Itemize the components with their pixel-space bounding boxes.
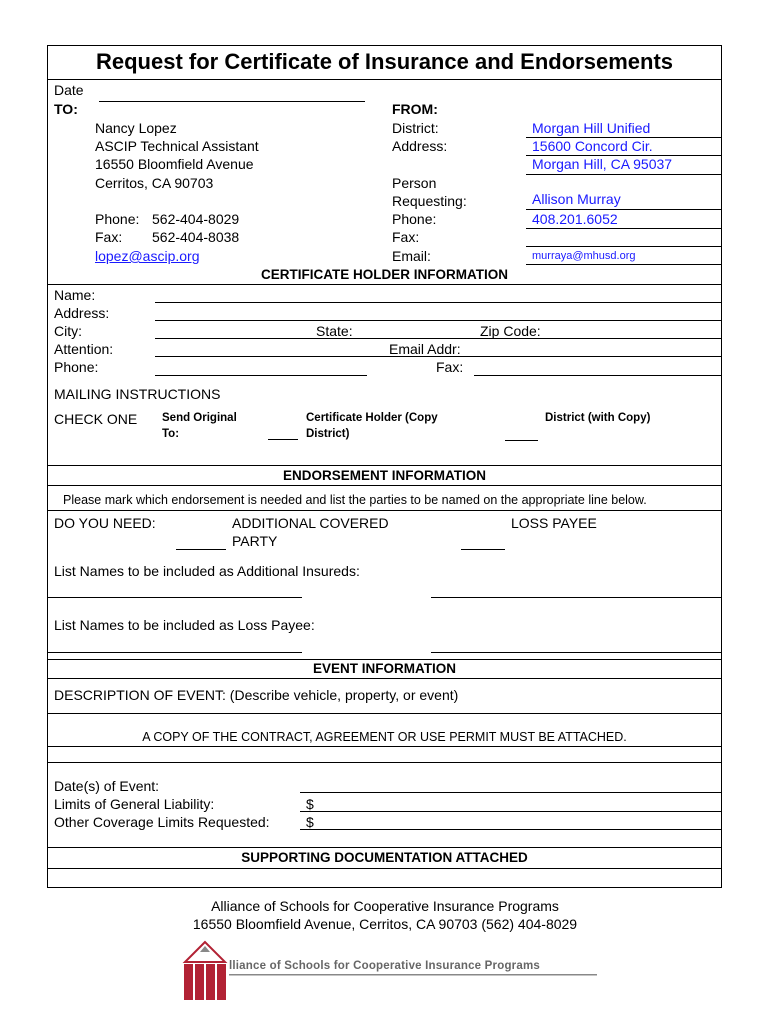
- option-holder-copy-line2: District): [306, 428, 350, 440]
- date-field[interactable]: [99, 101, 365, 102]
- to-fax: 562-404-8038: [152, 229, 240, 245]
- person-value[interactable]: Allison Murray: [532, 191, 621, 207]
- divider: [48, 847, 721, 848]
- district-label: District:: [392, 120, 439, 136]
- address-line2-rule: [526, 174, 721, 175]
- other-coverage-currency: $: [306, 814, 314, 830]
- check-one-label: CHECK ONE: [54, 411, 138, 427]
- insurance-request-form: [47, 45, 722, 888]
- holder-name-label: Name:: [54, 287, 96, 303]
- event-heading: EVENT INFORMATION: [313, 661, 456, 676]
- from-email-value[interactable]: murraya@mhusd.org: [532, 250, 636, 262]
- holder-zip-label: Zip Code:: [480, 323, 541, 339]
- do-you-need-label: DO YOU NEED:: [54, 515, 156, 531]
- to-email-link[interactable]: lopez@ascip.org: [95, 248, 200, 264]
- contract-notice: A COPY OF THE CONTRACT, AGREEMENT OR USE PERMIT MUST BE ATTACHED.: [142, 730, 627, 744]
- additional-insured-field-2[interactable]: [431, 597, 721, 598]
- from-phone-rule: [526, 228, 721, 229]
- from-fax-label: Fax:: [392, 229, 420, 245]
- holder-email-label: Email Addr:: [389, 341, 461, 357]
- additional-covered-checkbox[interactable]: [176, 549, 226, 550]
- event-description-field[interactable]: [48, 713, 721, 714]
- holder-phone-label: Phone:: [54, 359, 99, 375]
- holder-city-label: City:: [54, 323, 82, 339]
- certificate-holder-heading: CERTIFICATE HOLDER INFORMATION: [261, 267, 508, 282]
- holder-attention-field[interactable]: [155, 356, 721, 357]
- divider: [48, 79, 721, 80]
- option-district-copy-checkbox[interactable]: [505, 440, 538, 441]
- option-send-original-checkbox[interactable]: [268, 439, 298, 440]
- holder-attention-label: Attention:: [54, 341, 114, 357]
- holder-state-label: State:: [316, 323, 353, 339]
- logo-text: lliance of Schools for Cooperative Insurance Programs: [229, 960, 540, 972]
- from-email-rule: [526, 264, 721, 265]
- ascip-logo: [181, 940, 601, 1002]
- holder-name-field[interactable]: [155, 302, 721, 303]
- from-label: FROM:: [392, 101, 438, 117]
- option-send-original-line1: Send Original: [162, 412, 237, 424]
- holder-phone-field[interactable]: [155, 375, 367, 376]
- option-send-original-line2: To:: [162, 428, 180, 440]
- from-email-label: Email:: [392, 248, 431, 264]
- list-additional-insureds-label: List Names to be included as Additional Insureds:: [54, 563, 360, 579]
- date-label: Date: [54, 82, 84, 98]
- holder-fax-label: Fax:: [436, 359, 464, 375]
- person-label-2: Requesting:: [392, 193, 467, 209]
- list-loss-payee-label: List Names to be included as Loss Payee:: [54, 617, 315, 633]
- event-description-label: DESCRIPTION OF EVENT: (Describe vehicle, property, or event): [54, 687, 459, 703]
- additional-covered-line1: ADDITIONAL COVERED: [232, 515, 389, 531]
- to-label: TO:: [54, 101, 78, 117]
- district-value[interactable]: Morgan Hill Unified: [532, 120, 651, 136]
- form-title: Request for Certificate of Insurance and Endorsements: [95, 49, 674, 74]
- footer-address: 16550 Bloomfield Avenue, Cerritos, CA 90703 (562) 404-8029: [192, 916, 578, 932]
- option-holder-copy-line1: Certificate Holder (Copy: [306, 412, 438, 424]
- option-district-copy: District (with Copy): [545, 412, 651, 424]
- loss-payee-checkbox[interactable]: [461, 549, 505, 550]
- divider: [48, 762, 721, 763]
- address-line1[interactable]: 15600 Concord Cir.: [532, 138, 653, 154]
- other-coverage-label: Other Coverage Limits Requested:: [54, 814, 270, 830]
- supporting-documentation-field[interactable]: [48, 868, 721, 869]
- loss-payee-field-1[interactable]: [48, 652, 302, 653]
- to-city: Cerritos, CA 90703: [95, 175, 214, 191]
- holder-address-field[interactable]: [155, 320, 721, 321]
- from-phone-label: Phone:: [392, 211, 437, 227]
- mailing-instructions-label: MAILING INSTRUCTIONS: [54, 386, 221, 402]
- other-coverage-field[interactable]: [300, 829, 721, 830]
- divider: [48, 485, 721, 486]
- from-phone-value[interactable]: 408.201.6052: [532, 211, 618, 227]
- to-role: ASCIP Technical Assistant: [95, 138, 259, 154]
- address-line2[interactable]: Morgan Hill, CA 95037: [532, 156, 673, 172]
- to-street: 16550 Bloomfield Avenue: [95, 156, 254, 172]
- holder-city-field[interactable]: [155, 338, 721, 339]
- general-liability-field[interactable]: [300, 811, 721, 812]
- endorsement-heading: ENDORSEMENT INFORMATION: [283, 468, 486, 483]
- divider: [48, 746, 721, 747]
- to-phone-label: Phone:: [95, 211, 140, 227]
- holder-fax-field[interactable]: [474, 375, 721, 376]
- holder-address-label: Address:: [54, 305, 110, 321]
- event-dates-field[interactable]: [300, 792, 721, 793]
- to-fax-label: Fax:: [95, 229, 123, 245]
- to-phone: 562-404-8029: [152, 211, 240, 227]
- general-liability-currency: $: [306, 796, 314, 812]
- to-name: Nancy Lopez: [95, 120, 177, 136]
- divider: [48, 284, 721, 285]
- additional-covered-line2: PARTY: [232, 533, 278, 549]
- divider: [48, 678, 721, 679]
- additional-insured-field-1[interactable]: [48, 597, 302, 598]
- divider: [48, 510, 721, 511]
- event-dates-label: Date(s) of Event:: [54, 778, 160, 794]
- from-fax-field[interactable]: [526, 246, 721, 247]
- loss-payee-field-2[interactable]: [431, 652, 721, 653]
- address-label: Address:: [392, 138, 448, 154]
- divider: [48, 465, 721, 466]
- loss-payee-label: LOSS PAYEE: [511, 515, 597, 531]
- footer-org-name: Alliance of Schools for Cooperative Insurance Programs: [211, 898, 559, 914]
- person-label-1: Person: [392, 175, 437, 191]
- supporting-documentation-heading: SUPPORTING DOCUMENTATION ATTACHED: [241, 850, 528, 865]
- endorsement-instruction: Please mark which endorsement is needed and list the parties to be named on the appropriate line below.: [63, 493, 647, 507]
- general-liability-label: Limits of General Liability:: [54, 796, 215, 812]
